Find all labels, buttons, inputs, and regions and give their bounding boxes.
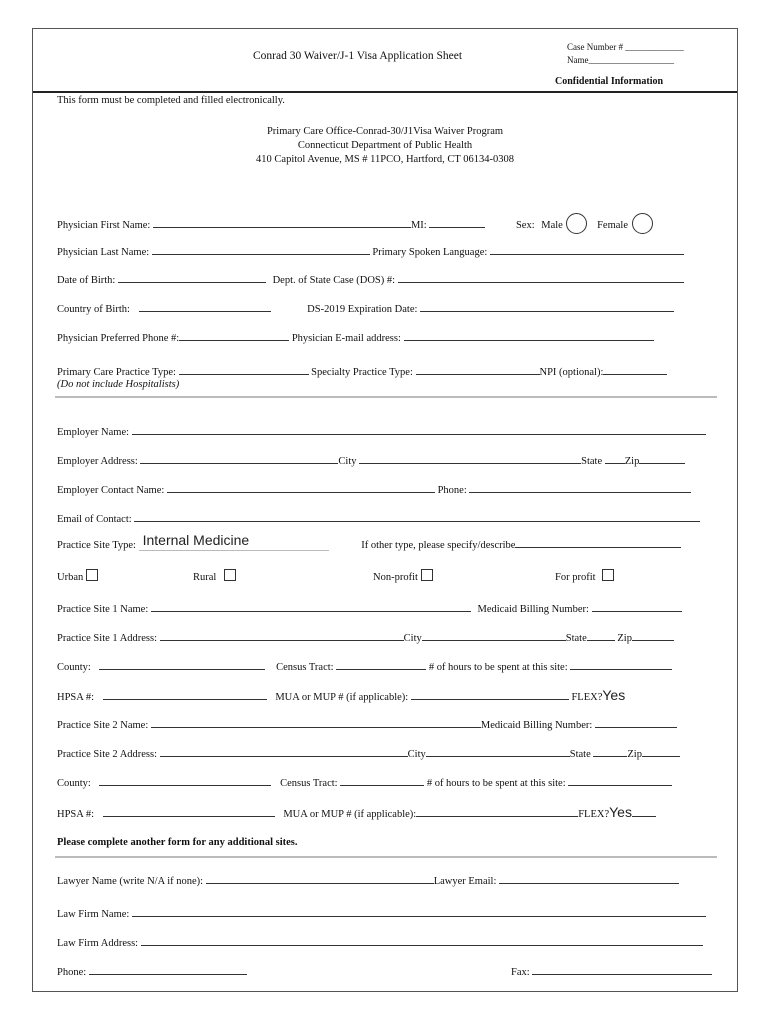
- male-label: Male: [541, 220, 563, 231]
- phone-input[interactable]: [179, 330, 289, 341]
- contact-email-input[interactable]: [134, 511, 700, 522]
- specialty-input[interactable]: [416, 364, 540, 375]
- site1-medicaid-input[interactable]: [592, 601, 682, 612]
- lawyer-email-label: Lawyer Email:: [433, 876, 497, 887]
- urban-checkbox[interactable]: [86, 569, 98, 581]
- mi-label: MI:: [410, 220, 427, 231]
- practice-type-input[interactable]: [179, 364, 309, 375]
- site2-county-label: County:: [57, 778, 91, 789]
- dos-input[interactable]: [398, 272, 684, 283]
- site1-county-label: County:: [57, 662, 91, 673]
- site2-mua-label: MUA or MUP # (if applicable):: [283, 809, 417, 820]
- practice-type-label: Primary Care Practice Type:: [57, 367, 176, 378]
- site2-census-input[interactable]: [340, 775, 424, 786]
- row-employer-name: [57, 424, 706, 438]
- rural-checkbox[interactable]: [224, 569, 236, 581]
- site2-name-label: Practice Site 2 Name:: [57, 720, 149, 731]
- site1-census-label: Census Tract:: [276, 662, 334, 673]
- employer-name-input[interactable]: [132, 424, 706, 435]
- ds2019-input[interactable]: [420, 301, 674, 312]
- ds2019-label: DS-2019 Expiration Date:: [307, 304, 418, 315]
- site-type-value: Internal Medicine: [142, 532, 250, 548]
- row-law-firm-address: [57, 935, 703, 949]
- site-type-input[interactable]: [139, 532, 329, 551]
- row-site2-county: [57, 775, 672, 789]
- case-name-field[interactable]: Name___________________: [567, 55, 674, 65]
- row-practice-type: [57, 364, 667, 378]
- header-divider: [33, 91, 737, 93]
- instruction-text: This form must be completed and filled electronically.: [57, 95, 285, 106]
- lawyer-fax-label: Fax:: [511, 967, 530, 978]
- specialty-label: Specialty Practice Type:: [311, 367, 413, 378]
- first-name-input[interactable]: [153, 217, 411, 228]
- other-type-input[interactable]: [515, 537, 681, 548]
- site2-hpsa-input[interactable]: [103, 806, 275, 817]
- site-type-label: Practice Site Type:: [57, 540, 136, 551]
- npi-label: NPI (optional):: [539, 367, 604, 378]
- office-line1: Primary Care Office-Conrad-30/J1Visa Waiver Program: [266, 126, 504, 137]
- row-employer-email: [57, 511, 700, 525]
- site2-state-input[interactable]: [593, 746, 627, 757]
- law-firm-input[interactable]: [132, 906, 706, 917]
- site1-flex-label: FLEX?: [571, 692, 603, 703]
- site1-zip-label: Zip: [617, 633, 632, 644]
- site1-address-input[interactable]: [160, 630, 404, 641]
- nonprofit-checkbox[interactable]: [421, 569, 433, 581]
- employer-zip-label: Zip: [624, 456, 640, 467]
- employer-address-input[interactable]: [140, 453, 338, 464]
- site2-address-label: Practice Site 2 Address:: [57, 749, 158, 760]
- site1-hours-label: # of hours to be spent at this site:: [428, 662, 568, 673]
- hospitalist-note: (Do not include Hospitalists): [57, 379, 180, 390]
- other-type-label: If other type, please specify/describe: [361, 540, 516, 551]
- site1-name-label: Practice Site 1 Name:: [57, 604, 149, 615]
- email-input[interactable]: [404, 330, 654, 341]
- row-employer-address: [57, 453, 685, 467]
- employer-contact-input[interactable]: [167, 482, 435, 493]
- site2-zip-input[interactable]: [642, 746, 680, 757]
- site2-zip-label: Zip: [627, 749, 642, 760]
- law-firm-label: Law Firm Name:: [57, 909, 130, 920]
- last-name-input[interactable]: [152, 244, 370, 255]
- site2-hours-input[interactable]: [568, 775, 672, 786]
- employer-contact-label: Employer Contact Name:: [57, 485, 165, 496]
- site2-city-input[interactable]: [426, 746, 570, 757]
- female-radio[interactable]: [632, 213, 653, 234]
- employer-phone-input[interactable]: [469, 482, 691, 493]
- dos-label: Dept. of State Case (DOS) #:: [272, 275, 396, 286]
- site2-name-input[interactable]: [151, 717, 481, 728]
- case-number-field[interactable]: Case Number # _____________: [567, 42, 684, 52]
- office-line3: 410 Capitol Avenue, MS # 11PCO, Hartford, CT 06134-0308: [256, 154, 514, 165]
- row-site2-address: [57, 746, 680, 760]
- npi-input[interactable]: [603, 364, 667, 375]
- site2-flex-label: FLEX?: [578, 809, 610, 820]
- lawyer-fax-input[interactable]: [532, 964, 712, 975]
- last-name-label: Physician Last Name:: [57, 247, 150, 258]
- row-lawyer: [57, 873, 679, 887]
- site2-census-label: Census Tract:: [280, 778, 338, 789]
- site1-medicaid-label: Medicaid Billing Number:: [477, 604, 589, 615]
- site2-medicaid-input[interactable]: [595, 717, 677, 728]
- language-input[interactable]: [490, 244, 684, 255]
- form-title: Conrad 30 Waiver/J-1 Visa Application Sheet: [253, 50, 463, 62]
- male-radio[interactable]: [566, 213, 587, 234]
- row-dob: [57, 272, 684, 286]
- lawyer-name-label: Lawyer Name (write N/A if none):: [57, 876, 204, 887]
- site1-name-input[interactable]: [151, 601, 471, 612]
- lawyer-phone-label: Phone:: [57, 967, 87, 978]
- site2-city-label: City: [407, 749, 426, 760]
- site1-zip-input[interactable]: [632, 630, 674, 641]
- row-site2-name: [57, 717, 677, 731]
- lawyer-name-input[interactable]: [206, 873, 434, 884]
- row-site1-name: [57, 601, 682, 615]
- phone-label: Physician Preferred Phone #:: [57, 333, 180, 344]
- row-law-firm: [57, 906, 706, 920]
- urban-label: Urban: [57, 572, 84, 583]
- forprofit-label: For profit: [555, 572, 596, 583]
- site1-county-input[interactable]: [99, 659, 265, 670]
- site1-hpsa-label: HPSA #:: [57, 692, 95, 703]
- site1-state-input[interactable]: [587, 630, 615, 641]
- site1-mua-label: MUA or MUP # (if applicable):: [275, 692, 409, 703]
- office-line2: Connecticut Department of Public Health: [297, 140, 473, 151]
- forprofit-checkbox[interactable]: [602, 569, 614, 581]
- employer-city-label: City: [338, 456, 357, 467]
- sex-label: Sex:: [515, 220, 535, 231]
- dob-label: Date of Birth:: [57, 275, 116, 286]
- site2-medicaid-label: Medicaid Billing Number:: [480, 720, 593, 731]
- site2-hours-label: # of hours to be spent at this site:: [426, 778, 566, 789]
- row-site-category: [57, 569, 737, 583]
- first-name-label: Physician First Name:: [57, 220, 151, 231]
- site2-hpsa-label: HPSA #:: [57, 809, 95, 820]
- employer-state-input[interactable]: [605, 453, 625, 464]
- row-site-type: [57, 532, 681, 551]
- contact-email-label: Email of Contact:: [57, 514, 132, 525]
- dob-input[interactable]: [118, 272, 266, 283]
- employer-name-label: Employer Name:: [57, 427, 130, 438]
- mi-input[interactable]: [429, 217, 485, 228]
- employer-city-input[interactable]: [359, 453, 581, 464]
- row-phone: [57, 330, 654, 344]
- site1-city-input[interactable]: [422, 630, 566, 641]
- row-site1-hpsa: [57, 687, 625, 703]
- row-last-name: [57, 244, 684, 258]
- site1-mua-input[interactable]: [411, 689, 569, 700]
- office-address: [33, 125, 737, 167]
- row-site1-county: [57, 659, 672, 673]
- lawyer-email-input[interactable]: [499, 873, 679, 884]
- employer-zip-input[interactable]: [639, 453, 685, 464]
- site1-census-input[interactable]: [336, 659, 426, 670]
- rural-label: Rural: [193, 572, 217, 583]
- site1-flex-value[interactable]: Yes: [602, 687, 626, 703]
- site2-address-input[interactable]: [160, 746, 408, 757]
- site1-address-label: Practice Site 1 Address:: [57, 633, 158, 644]
- site1-hpsa-input[interactable]: [103, 689, 267, 700]
- site2-state-label: State: [569, 749, 591, 760]
- country-input[interactable]: [139, 301, 271, 312]
- employer-phone-label: Phone:: [437, 485, 467, 496]
- row-country: [57, 301, 674, 315]
- additional-sites-note: Please complete another form for any additional sites.: [57, 837, 298, 848]
- section-divider-1: [55, 396, 717, 398]
- row-lawyer-phone: [57, 964, 717, 978]
- section-divider-2: [55, 856, 717, 858]
- employer-state-label: State: [581, 456, 603, 467]
- site1-hours-input[interactable]: [570, 659, 672, 670]
- site2-mua-input[interactable]: [416, 806, 578, 817]
- email-label: Physician E-mail address:: [291, 333, 401, 344]
- language-label: Primary Spoken Language:: [372, 247, 488, 258]
- law-firm-address-input[interactable]: [141, 935, 703, 946]
- employer-address-label: Employer Address:: [57, 456, 138, 467]
- confidential-label: Confidential Information: [555, 76, 664, 87]
- female-label: Female: [597, 220, 628, 231]
- row-first-name: [57, 213, 654, 234]
- nonprofit-label: Non-profit: [373, 572, 418, 583]
- site1-state-label: State: [565, 633, 587, 644]
- row-site1-address: [57, 630, 674, 644]
- site2-flex-input[interactable]: [632, 806, 656, 817]
- application-sheet: [32, 28, 738, 992]
- site2-county-input[interactable]: [99, 775, 271, 786]
- site2-flex-value[interactable]: Yes: [609, 804, 632, 820]
- row-site2-hpsa: [57, 804, 656, 820]
- row-employer-contact: [57, 482, 691, 496]
- lawyer-phone-input[interactable]: [89, 964, 247, 975]
- country-label: Country of Birth:: [57, 304, 130, 315]
- site1-city-label: City: [403, 633, 422, 644]
- case-info: [567, 41, 684, 67]
- law-firm-address-label: Law Firm Address:: [57, 938, 139, 949]
